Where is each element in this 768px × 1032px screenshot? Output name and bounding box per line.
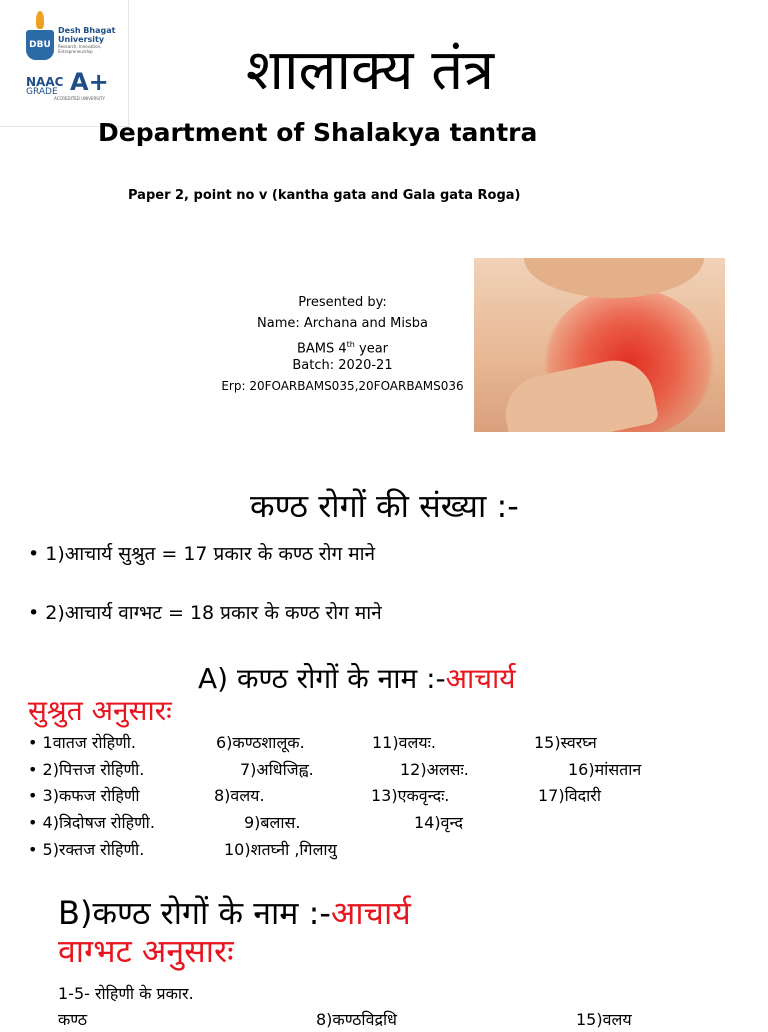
row-cell: 12)अलसः. (400, 760, 469, 779)
section-b-heading-red-part1: आचार्य (330, 894, 411, 932)
row-cell: 2)पित्तज रोहिणी. (42, 760, 145, 779)
flame-icon (36, 11, 44, 29)
row-cell: 9)बलास. (244, 813, 301, 832)
paper-subtitle: Paper 2, point no v (kantha gata and Gala gata Roga) (128, 188, 521, 203)
department-title: Department of Shalakya tantra (98, 118, 538, 147)
presenter-name: Name: Archana and Misba (257, 316, 428, 331)
presenter-batch: Batch: 2020-21 (292, 358, 393, 373)
section-heading-count: कण्ठ रोगों की संख्या :- (250, 487, 519, 525)
row-cell: 8)वलय. (214, 786, 265, 805)
list-item: 1-5- रोहिणी के प्रकार. (58, 984, 194, 1003)
row-cell: 15)वलय (576, 1010, 632, 1029)
section-b-heading-text: B)कण्ठ रोगों के नाम :- (58, 894, 331, 932)
university-name-line1: Desh Bhagat (58, 26, 116, 35)
row-cell: 1वातज रोहिणी. (42, 733, 136, 752)
presenter-label: Presented by: (298, 295, 387, 310)
row-cell: 11)वलयः. (372, 733, 436, 752)
row-cell: 15)स्वरघ्न (534, 733, 597, 752)
bullet-text-1: 1)आचार्य सुश्रुत = 17 प्रकार के कण्ठ रोग माने (45, 543, 376, 565)
row-cell: 16)मांसतान (568, 760, 642, 779)
university-name-line2: University (58, 35, 105, 44)
section-b-heading (58, 892, 411, 934)
bullet-text-2: 2)आचार्य वाग्भट = 18 प्रकार के कण्ठ रोग माने (45, 602, 382, 624)
page-title: शालाक्य तंत्र (245, 38, 495, 103)
year-prefix: BAMS 4 (296, 341, 347, 357)
section-b-heading-red-part2: वाग्भट अनुसारः (58, 932, 234, 970)
university-tagline: Research, Innovation, Entrepreneurship (58, 44, 102, 54)
section-a-heading-red-part2: सुश्रुत अनुसारः (28, 694, 172, 727)
row-cell: 4)त्रिदोषज रोहिणी. (42, 813, 155, 832)
section-a-heading (198, 660, 516, 698)
naac-label: NAAC (26, 75, 64, 89)
list-item: • 1)आचार्य सुश्रुत = 17 प्रकार के कण्ठ रोग माने (28, 543, 376, 565)
row-cell: 6)कण्ठशालूक. (216, 733, 305, 752)
row-cell: 14)वृन्द (414, 813, 463, 832)
row-cell: 7)अधिजिह्व. (240, 760, 314, 779)
shield-text: DBU (29, 40, 51, 50)
row-cell: 17)विदारी (538, 786, 601, 805)
row-cell: 5)रक्तज रोहिणी. (42, 840, 145, 859)
row-cell: कण्ठ (58, 1010, 88, 1029)
year-sup: th (346, 340, 355, 349)
grade-label: GRADE (26, 87, 58, 97)
grade-value: A+ (70, 68, 109, 96)
chin-shape (524, 258, 704, 298)
year-suffix: year (354, 341, 389, 357)
row-cell: 10)शतघ्नी ,गिलायु (224, 840, 337, 859)
section-a-heading-text: A) कण्ठ रोगों के नाम :- (198, 662, 446, 695)
row-cell: 3)कफज रोहिणी (42, 786, 140, 805)
row-cell: 13)एकवृन्दः. (371, 786, 450, 805)
presenter-erp: Erp: 20FOARBAMS035,20FOARBAMS036 (221, 379, 464, 393)
throat-pain-illustration (474, 258, 725, 432)
row-cell: 8)कण्ठविद्रधि (316, 1010, 397, 1029)
section-a-heading-red-part1: आचार्य (445, 662, 516, 695)
list-item: • 2)आचार्य वाग्भट = 18 प्रकार के कण्ठ रोग माने (28, 602, 382, 624)
accredited-label: ACCREDITED UNIVERSITY (54, 96, 105, 101)
